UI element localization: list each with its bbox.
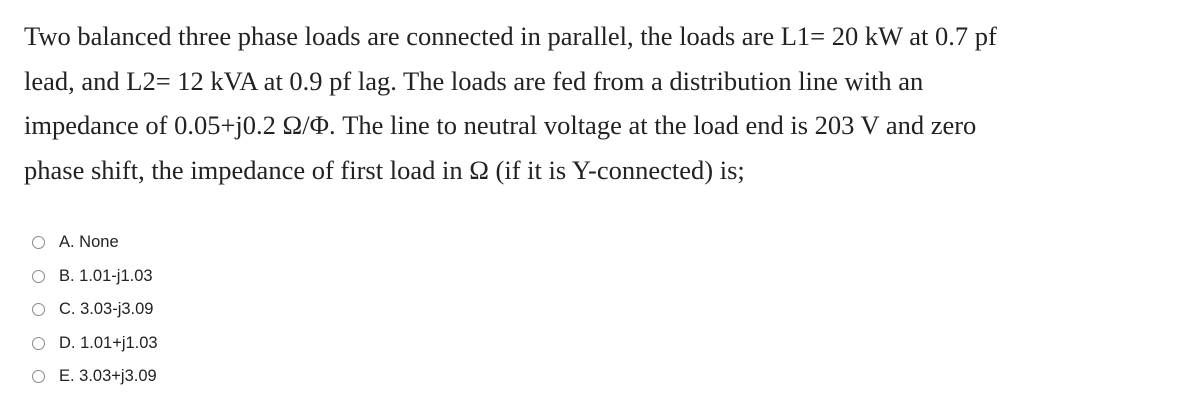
- option-label: E. 3.03+j3.09: [59, 367, 157, 386]
- option-label: C. 3.03-j3.09: [59, 300, 154, 319]
- question-line-1: Two balanced three phase loads are connected in parallel, the loads are L1= 20 kW at 0.7 pf: [24, 21, 997, 51]
- question-line-2: lead, and L2= 12 kVA at 0.9 pf lag. The loads are fed from a distribution line with an: [24, 65, 924, 96]
- option-label: B. 1.01-j1.03: [59, 266, 153, 285]
- answer-options: [32, 226, 158, 394]
- question-text: [24, 14, 1184, 192]
- option-e[interactable]: [32, 360, 158, 394]
- radio-button-icon[interactable]: [32, 236, 45, 249]
- option-label: A. None: [59, 233, 119, 252]
- option-label: D. 1.01+j1.03: [59, 333, 158, 352]
- option-d[interactable]: [32, 327, 158, 361]
- option-a[interactable]: [32, 226, 158, 260]
- option-b[interactable]: [32, 260, 158, 294]
- option-c[interactable]: [32, 293, 158, 327]
- question-line-4: phase shift, the impedance of first load in Ω (if it is Y-connected) is;: [24, 154, 745, 185]
- radio-button-icon[interactable]: [32, 303, 45, 316]
- radio-button-icon[interactable]: [32, 370, 45, 383]
- radio-button-icon[interactable]: [32, 270, 45, 283]
- radio-button-icon[interactable]: [32, 337, 45, 350]
- question-line-3: impedance of 0.05+j0.2 Ω/Φ. The line to neutral voltage at the load end is 203 V and zero: [24, 110, 977, 140]
